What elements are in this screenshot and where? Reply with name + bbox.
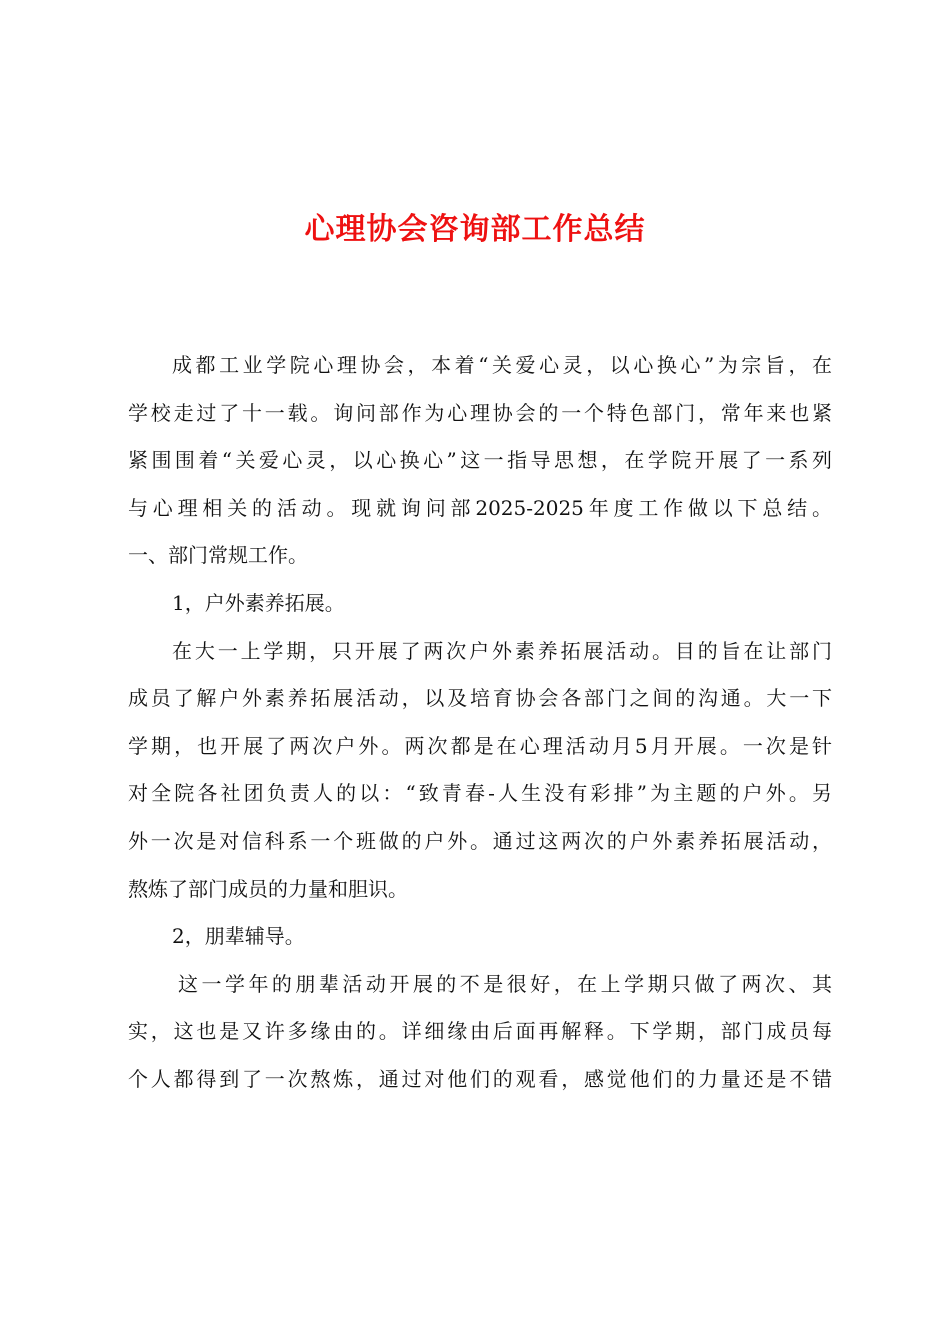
- body-line: 熬炼了部门成员的力量和胆识。: [128, 876, 408, 901]
- body-line: 成员了解户外素养拓展活动，以及培育协会各部门之间的沟通。大一下: [128, 686, 832, 711]
- section-heading: 一、部门常规工作。: [128, 543, 308, 568]
- body-line: 学校走过了十一载。询问部作为心理协会的一个特色部门，常年来也紧: [128, 400, 832, 425]
- body-line: 紧围围着“关爱心灵，以心换心”这一指导思想，在学院开展了一系列: [128, 448, 832, 473]
- body-line: 成都工业学院心理协会，本着“关爱心灵，以心换心”为宗旨，在: [172, 353, 832, 377]
- subsection-heading: 2，朋辈辅导。: [172, 924, 305, 949]
- body-line: 个人都得到了一次熬炼，通过对他们的观看，感觉他们的力量还是不错: [128, 1066, 832, 1091]
- body-line: 在大一上学期，只开展了两次户外素养拓展活动。目的旨在让部门: [172, 638, 832, 663]
- body-line: 这一学年的朋辈活动开展的不是很好，在上学期只做了两次、其: [178, 971, 832, 996]
- body-line: 学期，也开展了两次户外。两次都是在心理活动月5月开展。一次是针: [128, 733, 832, 758]
- body-line: 对全院各社团负责人的以：“致青春-人生没有彩排”为主题的户外。另: [128, 781, 832, 806]
- subsection-heading: 1，户外素养拓展。: [172, 590, 345, 615]
- body-line: 实，这也是又许多缘由的。详细缘由后面再解释。下学期，部门成员每: [128, 1019, 832, 1044]
- body-line: 与心理相关的活动。现就询问部2025-2025年度工作做以下总结。: [128, 495, 832, 520]
- document-title: 心理协会咨询部工作总结: [304, 212, 646, 247]
- document-body: [128, 342, 832, 1104]
- body-line: 外一次是对信科系一个班做的户外。通过这两次的户外素养拓展活动，: [128, 828, 832, 853]
